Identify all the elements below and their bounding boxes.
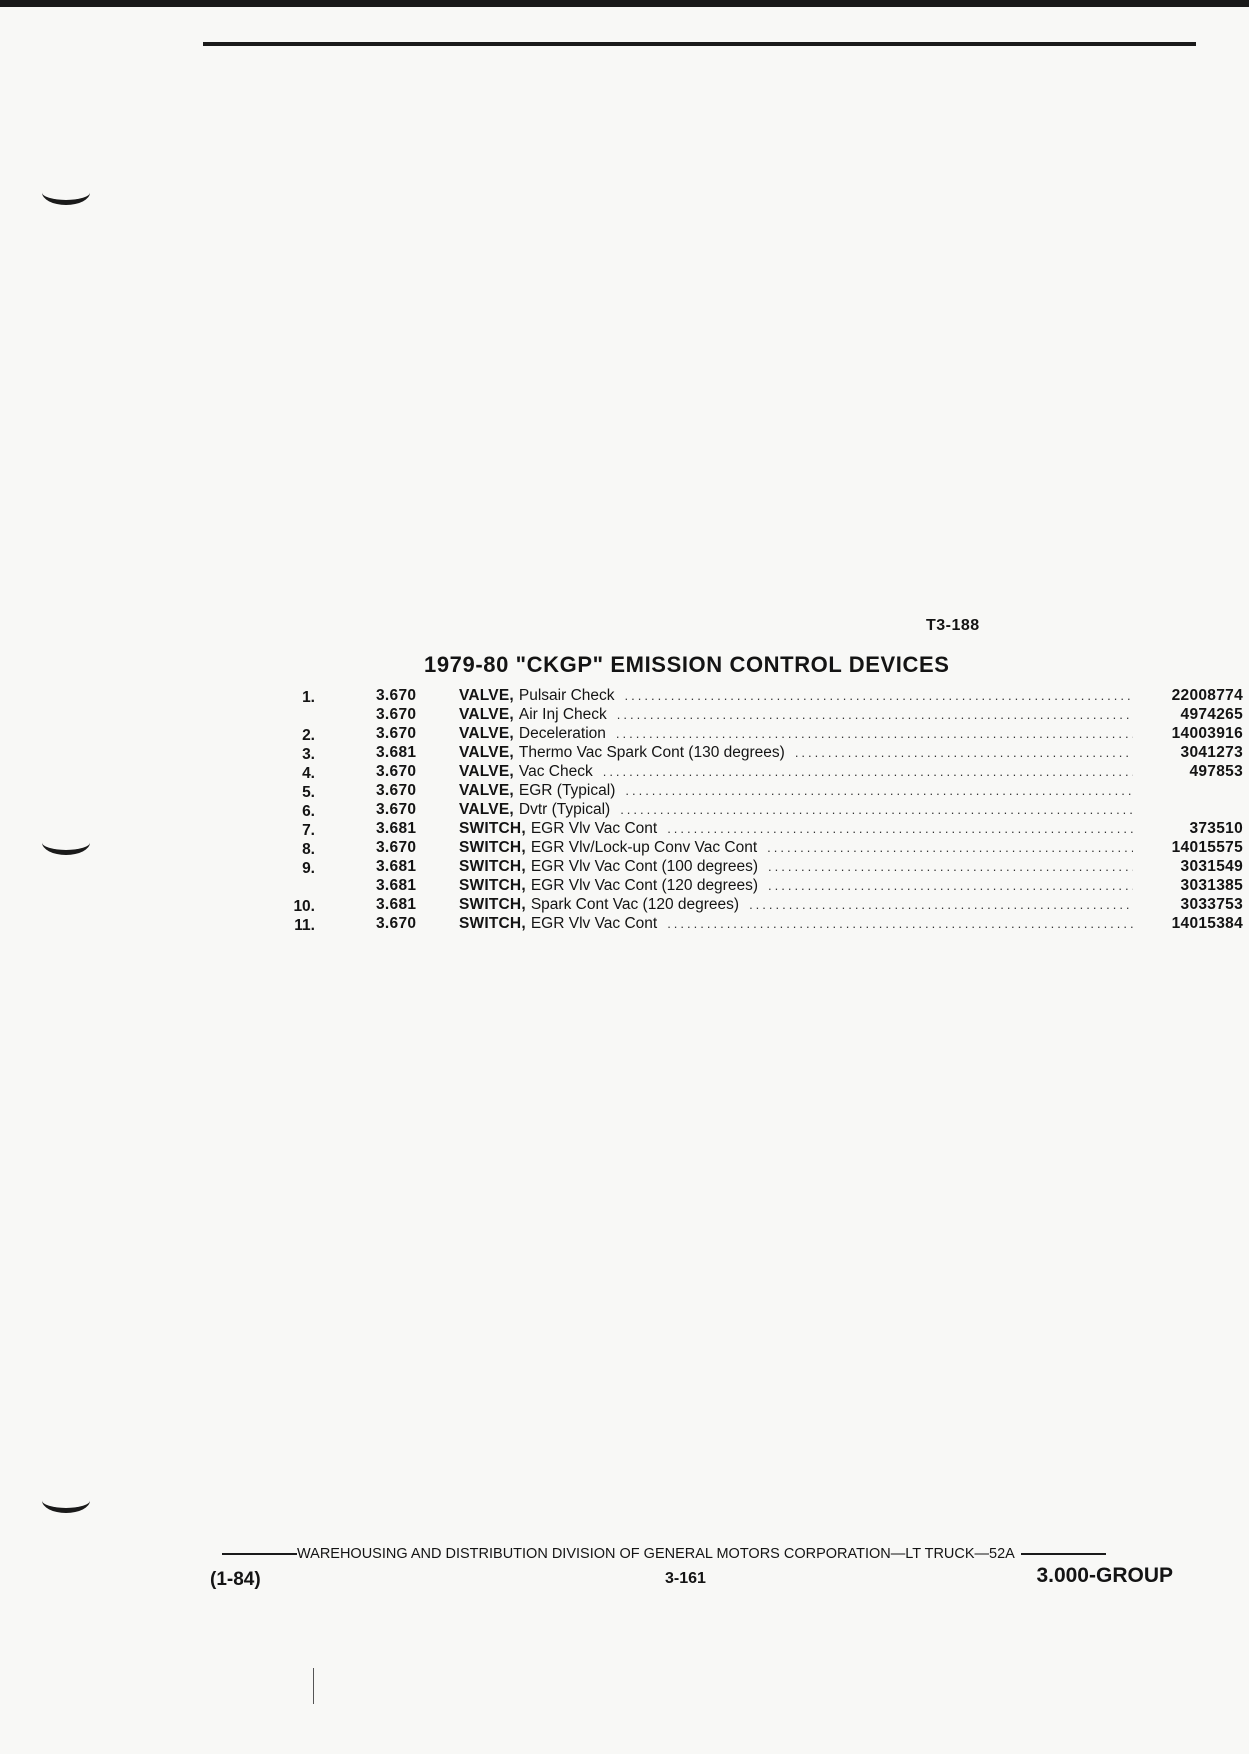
item-description [459,724,1243,743]
dot-leader [749,895,1133,914]
item-detail: Dvtr (Typical) [518,801,611,818]
item-detail: Deceleration [518,725,606,742]
item-description [459,914,1243,933]
item-description [459,781,1243,800]
item-detail: EGR (Typical) [518,782,616,799]
item-number: 2. [302,727,315,744]
item-kind: VALVE, [459,706,514,723]
group-number: 3.670 [376,725,417,742]
dot-leader [620,800,1133,819]
item-kind: SWITCH, [459,877,526,894]
item-number: 3. [302,746,315,763]
footer-page-number: 3-161 [665,1570,706,1587]
item-number: 8. [302,841,315,858]
item-kind: SWITCH, [459,858,526,875]
item-description [459,857,1243,876]
group-number: 3.670 [376,706,417,723]
parts-list [275,686,1243,934]
item-description [459,895,1243,914]
part-number: 14015575 [1171,839,1243,856]
dot-leader [617,705,1133,724]
item-description [459,762,1243,781]
group-number: 3.670 [376,782,417,799]
item-detail: EGR Vlv Vac Cont (120 degrees) [530,877,758,894]
item-description [459,686,1243,705]
item-kind: SWITCH, [459,915,526,932]
part-number: 497853 [1189,763,1243,780]
list-item [275,762,1243,782]
group-number: 3.681 [376,820,417,837]
part-number: 14015384 [1171,915,1243,932]
page-reference: T3-188 [926,617,980,634]
binder-hole-mark [42,830,90,855]
part-number: 373510 [1189,820,1243,837]
item-kind: VALVE, [459,744,514,761]
item-detail: EGR Vlv/Lock-up Conv Vac Cont [530,839,758,856]
footer-division-line [222,1546,1174,1562]
group-number: 3.681 [376,744,417,761]
item-detail: Thermo Vac Spark Cont (130 degrees) [518,744,785,761]
item-detail: Vac Check [518,763,593,780]
item-description [459,705,1243,724]
item-kind: VALVE, [459,725,514,742]
header-rule [203,42,1196,46]
part-number: 14003916 [1171,725,1243,742]
group-number: 3.670 [376,801,417,818]
binder-hole-mark [42,180,90,205]
item-description [459,743,1243,762]
list-item [275,686,1243,706]
dot-leader [603,762,1133,781]
item-kind: VALVE, [459,801,514,818]
group-number: 3.670 [376,915,417,932]
footer-group: 3.000-GROUP [1036,1564,1173,1587]
dot-leader [795,743,1133,762]
dot-leader [768,857,1133,876]
part-number: 4974265 [1180,706,1243,723]
list-item [275,724,1243,744]
dot-leader [667,819,1133,838]
list-item [275,876,1243,895]
list-item [275,781,1075,800]
list-item [275,800,1075,819]
group-number: 3.670 [376,839,417,856]
item-number: 4. [302,765,315,782]
list-item [275,895,1243,915]
list-item [275,705,1243,724]
dot-leader [625,686,1133,705]
item-kind: SWITCH, [459,896,526,913]
item-number: 10. [293,898,315,915]
footer-rule-left [222,1553,297,1555]
item-description [459,838,1243,857]
item-number: 6. [302,803,315,820]
item-detail: Spark Cont Vac (120 degrees) [530,896,740,913]
list-item [275,914,1243,934]
footer-division-text: WAREHOUSING AND DISTRIBUTION DIVISION OF GENERAL MOTORS CORPORATION—LT TRUCK—52A [297,1546,1015,1562]
part-number: 3031385 [1180,877,1243,894]
part-number: 3041273 [1180,744,1243,761]
footer-rule-right [1021,1553,1106,1555]
item-kind: VALVE, [459,687,514,704]
item-number: 9. [302,860,315,877]
item-description [459,876,1243,895]
list-item [275,857,1243,877]
item-detail: EGR Vlv Vac Cont [530,915,658,932]
item-kind: SWITCH, [459,820,526,837]
dot-leader [767,838,1133,857]
list-item [275,838,1243,858]
dot-leader [768,876,1133,895]
item-description [459,800,1243,819]
dot-leader [616,724,1133,743]
part-number: 22008774 [1171,687,1243,704]
list-item [275,819,1243,839]
group-number: 3.670 [376,763,417,780]
item-number: 5. [302,784,315,801]
item-description [459,819,1243,838]
dot-leader [625,781,1133,800]
item-detail: Air Inj Check [518,706,607,723]
scan-top-edge [0,0,1249,7]
item-number: 7. [302,822,315,839]
item-number: 1. [302,689,315,706]
group-number: 3.681 [376,877,417,894]
item-kind: SWITCH, [459,839,526,856]
footer-date: (1-84) [210,1569,261,1590]
item-kind: VALVE, [459,782,514,799]
page-title: 1979-80 "CKGP" EMISSION CONTROL DEVICES [424,652,950,677]
group-number: 3.681 [376,858,417,875]
group-number: 3.670 [376,687,417,704]
scan-mark [313,1668,314,1704]
list-item [275,743,1243,763]
item-number: 11. [294,917,315,934]
part-number: 3031549 [1180,858,1243,875]
item-kind: VALVE, [459,763,514,780]
group-number: 3.681 [376,896,417,913]
item-detail: EGR Vlv Vac Cont [530,820,658,837]
item-detail: EGR Vlv Vac Cont (100 degrees) [530,858,758,875]
binder-hole-mark [42,1488,90,1513]
part-number: 3033753 [1180,896,1243,913]
item-detail: Pulsair Check [518,687,615,704]
dot-leader [667,914,1133,933]
